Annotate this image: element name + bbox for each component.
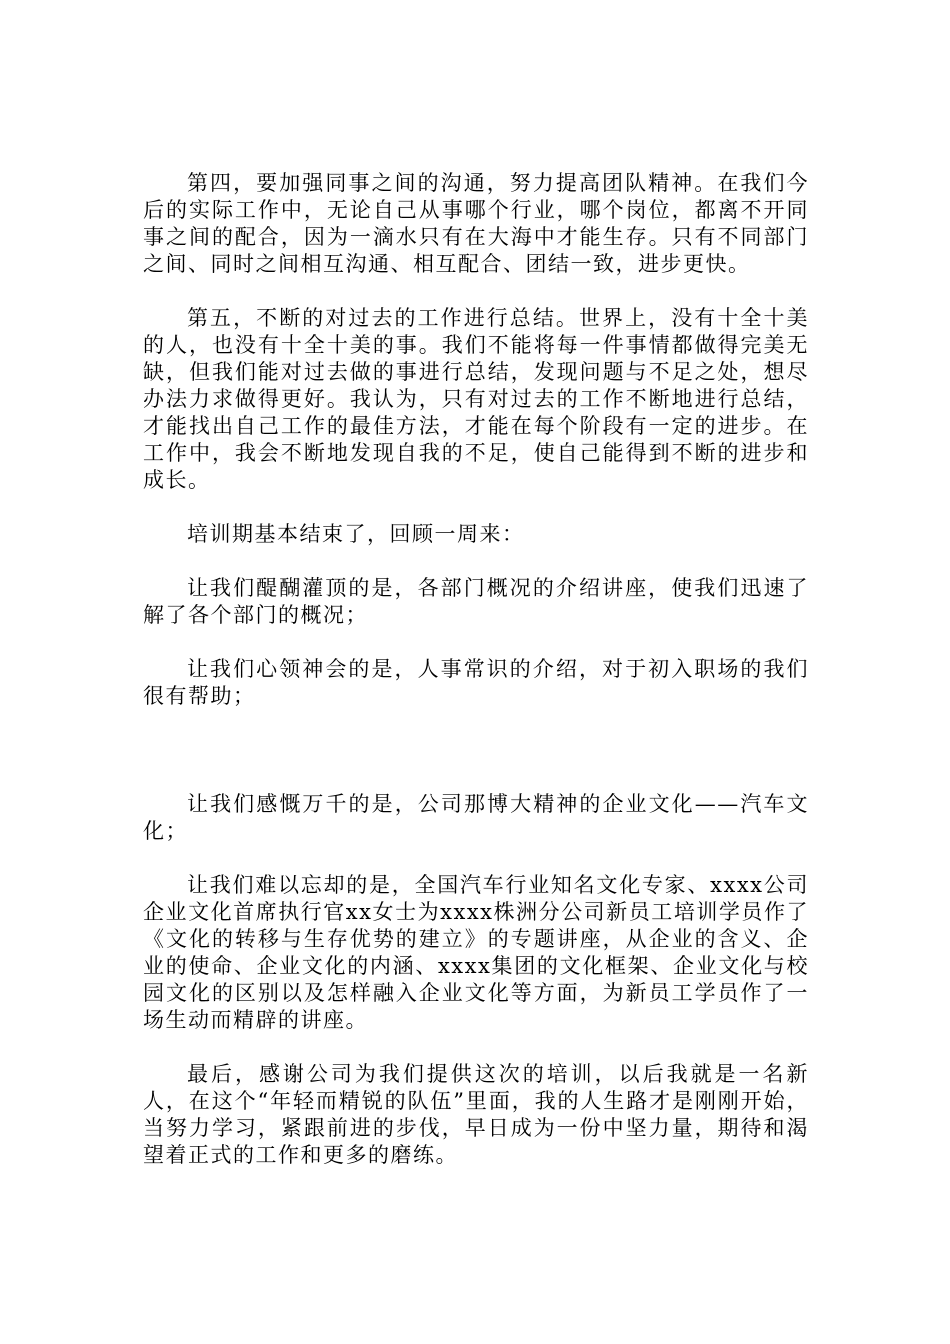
paragraph-hr-knowledge: 让我们心领神会的是，人事常识的介绍，对于初入职场的我们很有帮助； — [143, 657, 809, 708]
paragraph-corporate-culture: 让我们感慨万千的是，公司那博大精神的企业文化——汽车文化； — [143, 792, 809, 843]
paragraph-5th-point: 第五，不断的对过去的工作进行总结。世界上，没有十全十美的人，也没有十全十美的事。我们不能将每一件事情都做得完美无缺，但我们能对过去做的事进行总结，发现问题与不足之处，想尽办法力求做得更好。我认为，只有对过去的工作不断地进行总结，才能找出自己工作的最佳方法，才能在每个阶段有一定的进步。在工作中，我会不断地发现自我的不足，使自己能得到不断的进步和成长。 — [143, 306, 809, 492]
paragraph-closing-thanks: 最后，感谢公司为我们提供这次的培训，以后我就是一名新人，在这个“年轻而精锐的队伍”里面，我的人生路才是刚刚开始，当努力学习，紧跟前进的步伐，早日成为一份中坚力量，期待和渴望着正式的工作和更多的磨练。 — [143, 1062, 809, 1167]
document-body — [143, 170, 809, 1196]
paragraph-department-lectures: 让我们醍醐灌顶的是，各部门概况的介绍讲座，使我们迅速了解了各个部门的概况； — [143, 576, 809, 627]
paragraph-culture-lecture: 让我们难以忘却的是，全国汽车行业知名文化专家、xxxx公司企业文化首席执行官xx女士为xxxx株洲分公司新员工培训学员作了《文化的转移与生存优势的建立》的专题讲座，从企业的含义、企业的使命、企业文化的内涵、xxxx集团的文化框架、企业文化与校园文化的区别以及怎样融入企业文化等方面，为新员工学员作了一场生动而精辟的讲座。 — [143, 873, 809, 1032]
paragraph-4th-point: 第四，要加强同事之间的沟通，努力提高团队精神。在我们今后的实际工作中，无论自己从事哪个行业，哪个岗位，都离不开同事之间的配合，因为一滴水只有在大海中才能生存。只有不同部门之间、同时之间相互沟通、相互配合、团结一致，进步更快。 — [143, 171, 809, 276]
page-break-gap — [143, 737, 809, 791]
paragraph-training-review: 培训期基本结束了，回顾一周来： — [187, 522, 525, 546]
